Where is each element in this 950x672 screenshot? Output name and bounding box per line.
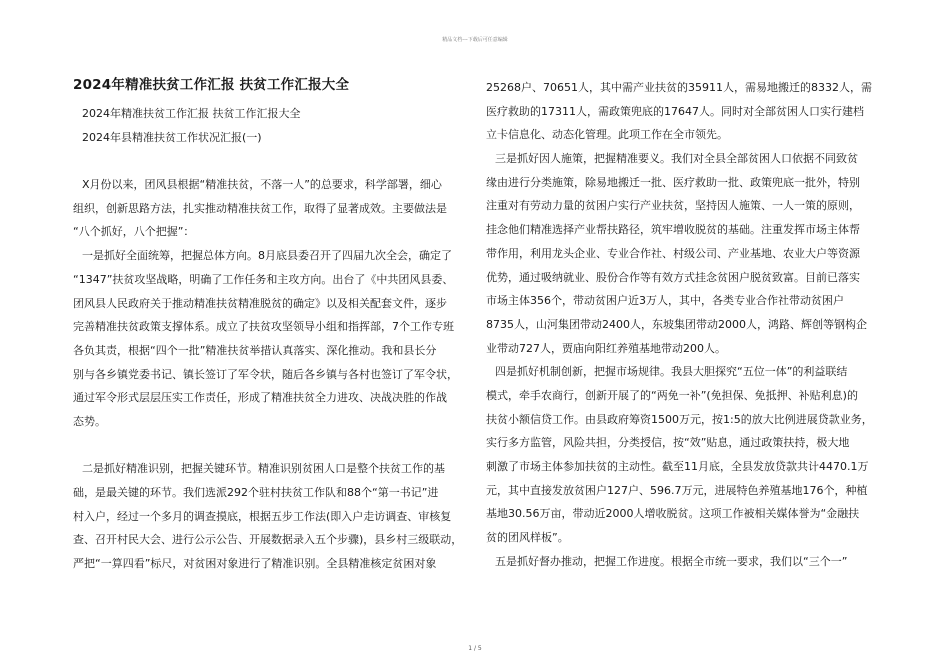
subtitle-line: 2024年县精准扶贫工作状况汇报(一) xyxy=(82,130,262,144)
body-line: 三是抓好因人施策，把握精准要义。我们对全县全部贫困人口依据不同致贫 xyxy=(495,152,858,166)
body-line: 基地30.56万亩，带动近2000人增收脱贫。这项工作被相关媒体誉为“金融扶 xyxy=(486,507,860,521)
body-line: 查、召开村民大会、进行公示公告、开展数据录入五个步骤)，县乡村三级联动， xyxy=(73,533,463,547)
body-line: 25268户、70651人，其中需产业扶贫的35911人，需易地搬迁的8332人，需 xyxy=(486,81,872,94)
body-line: 刺激了市场主体参加扶贫的主动性。截至11月底，全县发放贷款共计4470.1万 xyxy=(486,460,869,473)
body-line: 挂念他们精准选择产业帮扶路径，筑牢增收脱贫的基础。注重发挥市场主体帮 xyxy=(486,223,860,237)
body-line: “1347”扶贫攻坚战略，明确了工作任务和主攻方向。出台了《中共团风县委、 xyxy=(73,272,454,286)
body-line: 扶贫小额信贷工作。由县政府筹资1500万元，按1:5的放大比例进展贷款业务， xyxy=(486,412,873,426)
document-title: 2024年精准扶贫工作汇报 扶贫工作汇报大全 xyxy=(73,77,350,93)
paragraph-gap xyxy=(73,149,465,173)
body-line: 别与各乡镇党委书记、镇长签订了军令状，随后各乡镇与各村也签订了军令状， xyxy=(73,367,458,381)
body-line: 完善精准扶贫政策支撑体系。成立了扶贫攻坚领导小组和指挥部，7个工作专班 xyxy=(73,320,454,334)
body-line: 模式，牵手农商行，创新开展了的“两免一补”(免担保、免抵押、补贴利息)的 xyxy=(486,388,858,402)
body-line: 严把“一算四看”标尺，对贫困对象进行了精准识别。全县精准核定贫困对象 xyxy=(73,557,437,571)
body-line: 优势，通过吸纳就业、股份合作等有效方式挂念贫困户脱贫致富。目前已落实 xyxy=(486,270,860,284)
body-line: 元，其中直接发放贫困户127户、596.7万元，进展特色养殖基地176个，种植 xyxy=(486,483,868,497)
body-line: 市场主体356个，带动贫困户近3万人，其中，各类专业合作社带动贫困户 xyxy=(486,294,844,308)
body-line: 立卡信息化、动态化管理。此项工作在全市领先。 xyxy=(486,128,728,142)
body-line: 带作用，利用龙头企业、专业合作社、村级公司、产业基地、农业大户等资源 xyxy=(486,246,860,260)
body-line: 缘由进行分类施策，除易地搬迁一批、医疗救助一批、政策兜底一批外，特别 xyxy=(486,175,860,189)
body-line: 注重对有劳动力量的贫困户实行产业扶贫，坚持因人施策、一人一策的原则， xyxy=(486,199,860,213)
body-line: X月份以来，团风县根据“精准扶贫，不落一人”的总要求，科学部署，细心 xyxy=(82,178,442,192)
body-line: 四是抓好机制创新，把握市场规律。我县大胆探究“五位一体”的利益联结 xyxy=(495,365,848,379)
body-line: 组织，创新思路方法，扎实推动精准扶贫工作，取得了显著成效。主要做法是 xyxy=(73,201,447,215)
body-line: 村入户，经过一个多月的调查摸底，根据五步工作法(即入户走访调查、审核复 xyxy=(73,509,452,523)
body-line: 各负其责，根据“四个一批”精准扶贫举措认真落实、深化推动。我和县长分 xyxy=(73,343,437,357)
body-line: 医疗救助的17311人，需政策兜底的17647人。同时对全部贫困人口实行建档 xyxy=(486,104,864,118)
subtitle-line: 2024年精准扶贫工作汇报 扶贫工作汇报大全 xyxy=(82,107,301,120)
body-line: 业带动727人，贾庙向阳红养殖基地带动200人。 xyxy=(486,341,726,355)
body-line: 团风县人民政府关于推动精准扶贫精准脱贫的确定》以及相关配套文件，逐步 xyxy=(73,296,447,310)
page-number: 1 / 5 xyxy=(468,645,482,652)
body-line: 实行多方监管，风险共担，分类授信，按“效”贴息，通过政策扶持，极大地 xyxy=(486,436,850,450)
body-line: “八个抓好，八个把握”： xyxy=(73,225,195,239)
body-line: 通过军令形式层层压实工作责任，形成了精准扶贫全力进攻、决战决胜的作战 xyxy=(73,391,447,405)
body-line: 础，是最关键的环节。我们选派292个驻村扶贫工作队和88个“第一书记”进 xyxy=(73,486,439,499)
body-line: 一是抓好全面统筹，把握总体方向。8月底县委召开了四届九次全会，确定了 xyxy=(82,249,452,263)
body-line: 8735人，山河集团带动2400人，东坡集团带动2000人，鸿路、辉创等钢构企 xyxy=(486,317,867,331)
page-header: 精品文档---下载后可任意编辑 xyxy=(442,37,508,43)
body-line: 五是抓好督办推动，把握工作进度。根据全市统一要求，我们以“三个一” xyxy=(495,554,848,568)
body-line: 态势。 xyxy=(73,414,106,428)
left-column xyxy=(73,76,465,576)
right-column xyxy=(486,76,878,573)
body-line: 二是抓好精准识别，把握关键环节。精准识别贫困人口是整个扶贫工作的基 xyxy=(82,462,445,476)
body-line xyxy=(73,434,465,458)
body-line: 贫的团风样板”。 xyxy=(486,531,569,545)
